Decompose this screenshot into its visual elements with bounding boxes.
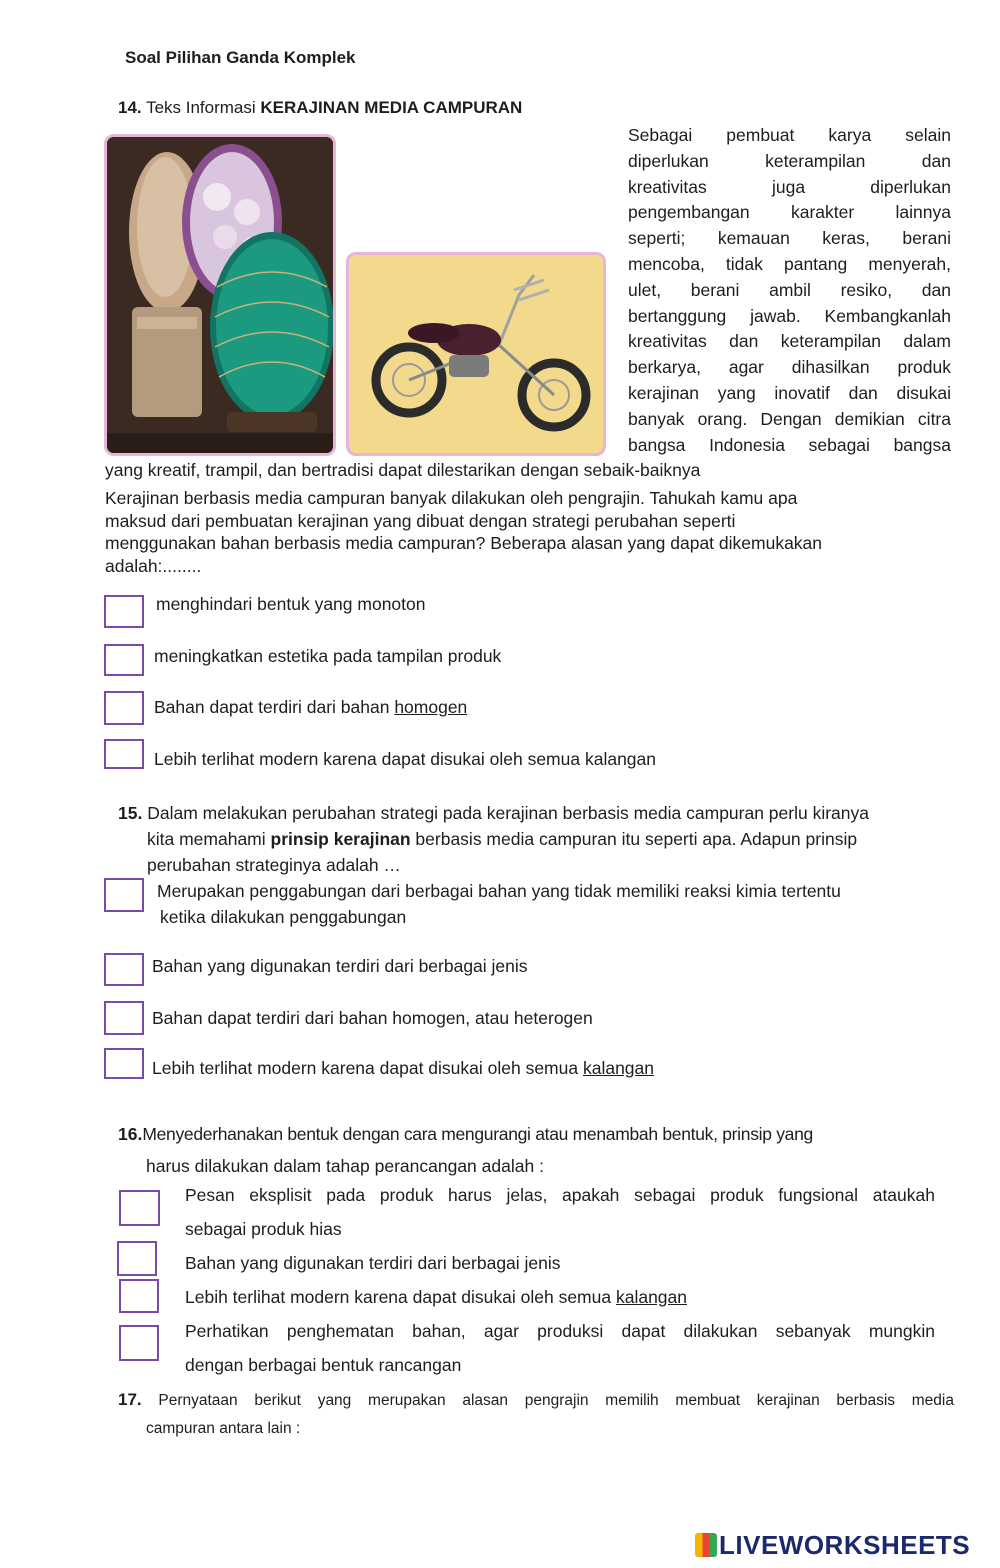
q14-question-line: Kerajinan berbasis media campuran banyak dilakukan oleh pengrajin. Tahukah kamu apa bbox=[105, 488, 798, 508]
intro-line: Sebagai pembuat karya selain bbox=[628, 125, 951, 145]
q15-line-2-post: berbasis media campuran itu seperti apa. Adapun prinsip bbox=[410, 829, 858, 849]
q15-option-3-checkbox[interactable] bbox=[104, 1001, 144, 1035]
q14-number: 14. bbox=[118, 98, 142, 117]
liveworksheets-logo bbox=[695, 1530, 970, 1561]
intro-line: berkarya, agar dihasilkan produk bbox=[628, 357, 951, 378]
liveworksheets-logo-text: LIVEWORKSHEETS bbox=[719, 1530, 971, 1560]
intro-line: kreativitas dan keterampilan dalam bbox=[628, 331, 951, 352]
q14-title bbox=[118, 98, 522, 118]
q16-number: 16. bbox=[118, 1124, 143, 1144]
q15-question bbox=[118, 800, 958, 878]
q15-option-2-label: Bahan yang digunakan terdiri dari berbagai jenis bbox=[152, 956, 528, 976]
q17-number: 17. bbox=[118, 1390, 142, 1409]
intro-line: kerajinan yang inovatif dan disukai bbox=[628, 382, 951, 403]
q14-option-2-label: meningkatkan estetika pada tampilan produk bbox=[154, 646, 502, 666]
q14-title-prefix: Teks Informasi bbox=[146, 98, 256, 117]
q16-option-4-checkbox[interactable] bbox=[119, 1325, 159, 1361]
q15-option-1-text: Merupakan penggabungan dari berbagai bahan yang tidak memiliki reaksi kimia tertentu bbox=[157, 881, 841, 901]
q16-question bbox=[118, 1118, 958, 1182]
liveworksheets-logo-icon bbox=[695, 1533, 717, 1557]
q16-option-2-checkbox[interactable] bbox=[117, 1241, 157, 1276]
q16-option-3-label bbox=[185, 1280, 687, 1314]
intro-line: pengembangan karakter lainnya bbox=[628, 202, 951, 223]
intro-line: diperlukan keterampilan dan bbox=[628, 150, 951, 171]
q14-question-line: adalah:........ bbox=[105, 555, 202, 576]
intro-line: kreativitas juga diperlukan bbox=[628, 176, 951, 197]
q14-option-1-checkbox[interactable] bbox=[104, 595, 144, 628]
q15-option-1-text2: ketika dilakukan penggabungan bbox=[160, 907, 407, 927]
q17-line-1 bbox=[118, 1386, 954, 1415]
q16-option-3-checkbox[interactable] bbox=[119, 1279, 159, 1313]
q15-line-1 bbox=[118, 800, 958, 826]
q14-intro-text bbox=[628, 123, 951, 458]
q14-option-3-checkbox[interactable] bbox=[104, 691, 144, 725]
page-heading: Soal Pilihan Ganda Komplek bbox=[125, 48, 356, 67]
q16-line-1 bbox=[118, 1118, 958, 1150]
q14-option-1-label: menghindari bentuk yang monoton bbox=[156, 594, 426, 614]
q14-option-4-checkbox[interactable] bbox=[104, 739, 144, 769]
q15-option-3-label: Bahan dapat terdiri dari bahan homogen, atau heterogen bbox=[152, 1008, 593, 1028]
q16-option-4-label bbox=[185, 1314, 935, 1382]
q15-option-2-checkbox[interactable] bbox=[104, 953, 144, 986]
q17-line-2: campuran antara lain : bbox=[146, 1420, 301, 1437]
q16-option-2-label: Bahan yang digunakan terdiri dari berbagai jenis bbox=[185, 1253, 561, 1273]
intro-line: ulet, berani ambil resiko, dan bbox=[628, 279, 951, 300]
eggs-photo bbox=[104, 134, 336, 456]
q17-question bbox=[118, 1386, 954, 1443]
q16-option-1-text: Pesan eksplisit pada produk harus jelas, apakah sebagai produk fungsional ataukah bbox=[185, 1185, 935, 1205]
q15-line-2 bbox=[118, 826, 958, 852]
q14-question-line: maksud dari pembuatan kerajinan yang dibuat dengan strategi perubahan seperti bbox=[105, 510, 736, 531]
q14-title-bold: KERAJINAN MEDIA CAMPURAN bbox=[260, 98, 523, 117]
q14-option-3-label bbox=[154, 697, 467, 718]
q15-number: 15. bbox=[118, 803, 143, 823]
intro-line: bertanggung jawab. Kembangkanlah bbox=[628, 305, 951, 326]
intro-line: bangsa Indonesia sebagai bangsa bbox=[628, 434, 951, 455]
q14-option-2-checkbox[interactable] bbox=[104, 644, 144, 676]
q15-line-1-text: Dalam melakukan perubahan strategi pada kerajinan berbasis media campuran perlu kiranya bbox=[147, 803, 870, 823]
q14-option-3-text: Bahan dapat terdiri dari bahan bbox=[154, 697, 395, 717]
q16-option-1-label bbox=[185, 1178, 935, 1246]
motorcycle-photo bbox=[346, 252, 606, 456]
q14-option-3-underlined: homogen bbox=[394, 697, 468, 717]
q14-question-line: menggunakan bahan berbasis media campuran? Beberapa alasan yang dapat dikemukakan bbox=[105, 533, 823, 553]
q15-option-4-underlined: kalangan bbox=[582, 1058, 655, 1078]
q16-option-4-text: Perhatikan penghematan bahan, agar produksi dapat dilakukan sebanyak mungkin bbox=[185, 1321, 935, 1341]
q16-option-4-text2: dengan berbagai bentuk rancangan bbox=[185, 1355, 462, 1375]
q16-option-3-text: Lebih terlihat modern karena dapat disukai oleh semua bbox=[185, 1287, 616, 1307]
intro-line: mencoba, tidak pantang menyerah, bbox=[628, 253, 951, 274]
q14-intro-tail: yang kreatif, trampil, dan bertradisi dapat dilestarikan dengan sebaik-baiknya bbox=[105, 460, 701, 480]
q16-option-1-text2: sebagai produk hias bbox=[185, 1219, 342, 1239]
q16-option-1-checkbox[interactable] bbox=[119, 1190, 160, 1226]
q15-option-1-label bbox=[157, 878, 841, 930]
q16-line-1-text: Menyederhanakan bentuk dengan cara mengurangi atau menambah bentuk, prinsip yang bbox=[142, 1124, 813, 1144]
q16-option-3-underlined: kalangan bbox=[615, 1287, 688, 1307]
q15-option-1-checkbox[interactable] bbox=[104, 878, 144, 912]
intro-line: seperti; kemauan keras, berani bbox=[628, 228, 951, 249]
q16-line-2: harus dilakukan dalam tahap perancangan adalah : bbox=[146, 1156, 544, 1176]
intro-line: banyak orang. Dengan demikian citra bbox=[628, 408, 951, 429]
q17-line-1-text: Pernyataan berikut yang merupakan alasan pengrajin memilih membuat kerajinan berbasis media bbox=[158, 1392, 954, 1409]
q14-option-4-label: Lebih terlihat modern karena dapat disukai oleh semua kalangan bbox=[154, 749, 656, 769]
q15-line-2-bold: prinsip kerajinan bbox=[270, 829, 411, 849]
q15-line-2-pre: kita memahami bbox=[147, 829, 271, 849]
q15-option-4-text: Lebih terlihat modern karena dapat disukai oleh semua bbox=[152, 1058, 583, 1078]
q14-question bbox=[105, 487, 905, 577]
q15-option-4-label bbox=[152, 1058, 654, 1079]
q15-option-4-checkbox[interactable] bbox=[104, 1048, 144, 1079]
q15-line-3: perubahan strateginya adalah … bbox=[147, 855, 401, 875]
